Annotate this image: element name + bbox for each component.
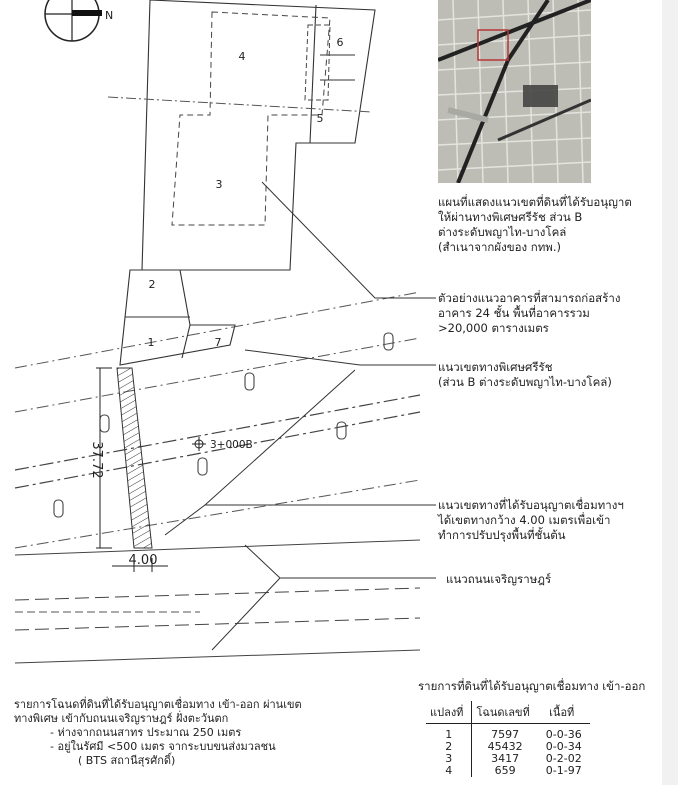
parcel-label-2: 2	[148, 278, 156, 291]
page-edge-strip	[662, 0, 678, 785]
column-header-plot: แปลงที่	[426, 701, 472, 724]
land-table-title: รายการที่ดินที่ได้รับอนุญาตเชื่อมทาง เข้า-ออก	[418, 679, 646, 693]
legend-building-line-2: อาคาร 24 ชั้น พื้นที่อาคารรวม	[438, 306, 590, 320]
area-cell: 0-1-97	[545, 764, 582, 777]
land-table-header	[426, 701, 590, 724]
parcel-label-3: 3	[215, 178, 223, 191]
deed-cell: 659	[494, 764, 516, 777]
legend-expressway-line-2: (ส่วน B ต่างระดับพญาไท-บางโคล่)	[438, 375, 612, 389]
legend-map-caption-line-3: ต่างระดับพญาไท-บางโคล่	[438, 225, 567, 239]
legend-road-line-1: แนวถนนเจริญราษฎร์	[446, 572, 552, 586]
north-arrow-icon	[45, 0, 102, 41]
north-label: N	[105, 9, 114, 22]
plot-cell: 4	[426, 765, 472, 777]
aerial-map-image	[438, 0, 591, 183]
parcel-label-6: 6	[336, 36, 344, 49]
legend-map-caption	[438, 195, 632, 255]
column-header-area: เนื้อที่	[549, 706, 575, 719]
legend-building-example	[438, 291, 620, 336]
leader-lines	[165, 182, 436, 650]
legend-access-permit	[438, 498, 624, 543]
legend-access-line-1: แนวเขตทางที่ได้รับอนุญาตเชื่อมทางฯ	[438, 498, 624, 512]
deed-cell: 7597	[491, 728, 520, 741]
legend-map-caption-line-4: (สำเนาจากผังของ กทพ.)	[438, 240, 562, 254]
width-dimension-label: 4.00	[128, 553, 158, 568]
table-row	[426, 765, 590, 777]
deed-cell: 3417	[491, 752, 520, 765]
plot-cell: 2	[426, 741, 472, 753]
vehicle-marks	[54, 333, 393, 517]
plot-cell: 3	[426, 753, 472, 765]
access-strip	[117, 368, 152, 548]
deed-intro-line-1: รายการโฉนดที่ดินที่ได้รับอนุญาตเชื่อมทาง เข้า-ออก ผ่านเขต	[14, 698, 302, 711]
parcel-label-7: 7	[214, 336, 222, 349]
legend-road-line	[446, 572, 551, 587]
legend-building-line-3: >20,000 ตารางเมตร	[438, 321, 549, 335]
land-parcels	[120, 0, 375, 365]
area-cell: 0-0-36	[545, 728, 582, 741]
building-example-outline	[172, 12, 330, 225]
legend-map-caption-line-2: ให้ผ่านทางพิเศษศรีรัช ส่วน B	[438, 210, 583, 224]
land-table	[426, 701, 590, 777]
land-list	[418, 678, 658, 777]
legend-expressway-line-1: แนวเขตทางพิเศษศรีรัช	[438, 360, 553, 374]
deed-description	[14, 698, 302, 768]
table-row	[426, 724, 590, 742]
parcel-label-5: 5	[316, 112, 324, 125]
parcel-label-4: 4	[238, 50, 246, 63]
deed-intro-line-2: ทางพิเศษ เข้ากับถนนเจริญราษฎร์ ฝั่งตะวันตก	[14, 712, 229, 725]
area-cell: 0-0-34	[545, 740, 582, 753]
deed-cell: 45432	[487, 740, 523, 753]
deed-bullet-2: - อยู่ในรัศมี <500 เมตร จากระบบขนส่งมวลชน	[50, 740, 276, 753]
legend-access-line-3: ทำการปรับปรุงพื้นที่ชั้นต้น	[438, 528, 566, 542]
station-label: 3+000B	[210, 439, 253, 451]
station-marker-icon	[192, 437, 206, 451]
parcel-label-1: 1	[147, 336, 155, 349]
deed-bullet-3: ( BTS สถานีสุรศักดิ์)	[78, 754, 176, 767]
height-dimension-label: 37.72	[89, 441, 104, 479]
legend-access-line-2: ได้เขตทางกว้าง 4.00 เมตรเพื่อเข้า	[438, 513, 611, 527]
area-cell: 0-2-02	[545, 752, 582, 765]
legend-expressway-line	[438, 360, 612, 390]
column-header-deed: โฉนดเลขที่	[476, 706, 530, 719]
aerial-map-graphic	[438, 0, 591, 183]
legend-building-line-1: ตัวอย่างแนวอาคารที่สามารถก่อสร้าง	[438, 291, 621, 305]
plot-cell: 1	[426, 724, 472, 742]
deed-bullet-1: - ห่างจากถนนสาทร ประมาณ 250 เมตร	[50, 726, 242, 739]
legend-map-caption-line-1: แผนที่แสดงแนวเขตที่ดินที่ได้รับอนุญาต	[438, 195, 632, 209]
boundary-line	[108, 97, 372, 112]
